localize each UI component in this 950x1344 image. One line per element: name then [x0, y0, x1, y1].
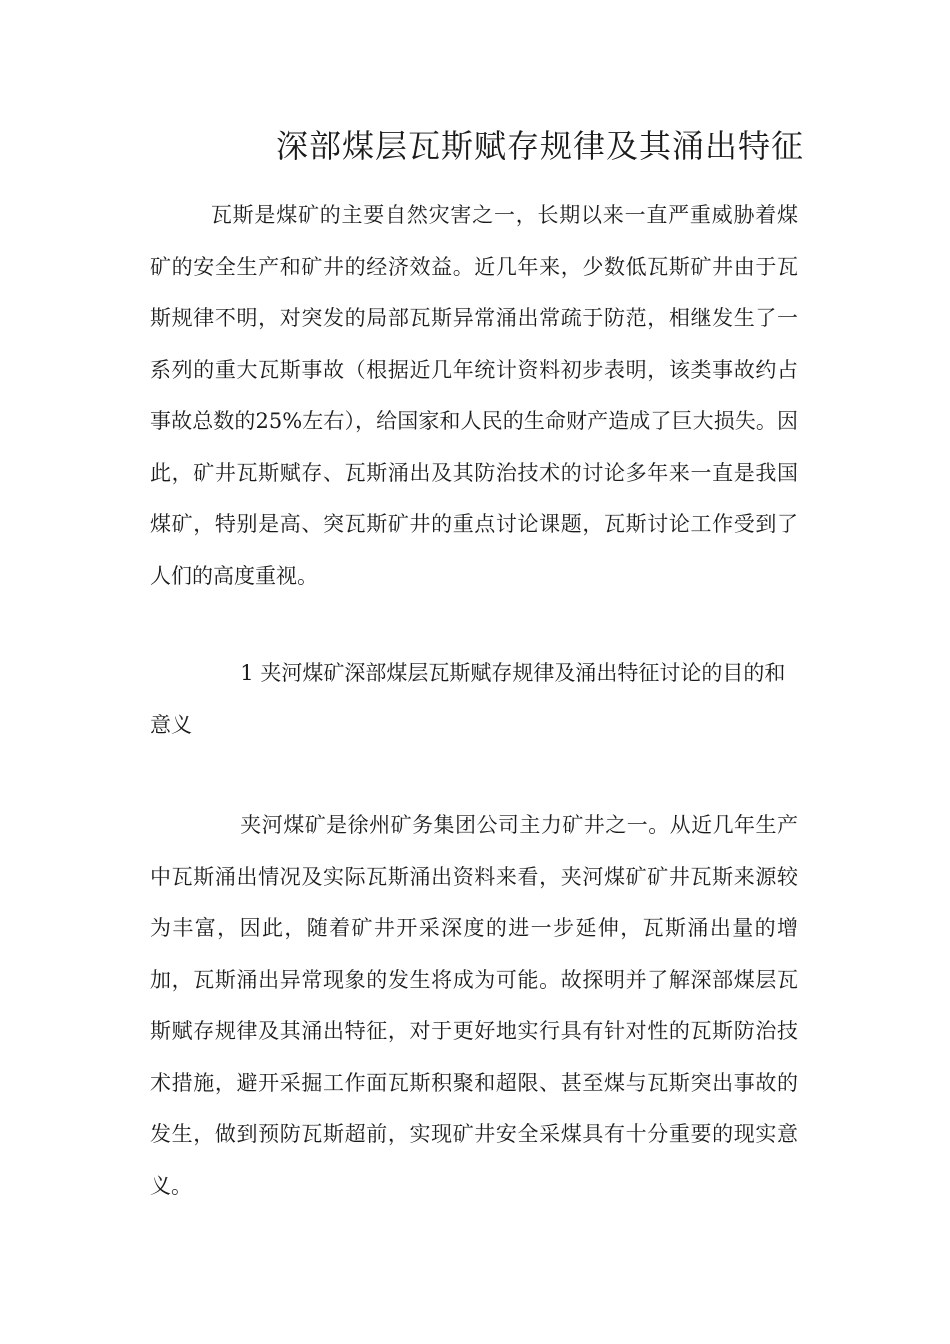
section-1-paragraph: 夹河煤矿是徐州矿务集团公司主力矿井之一。从近几年生产中瓦斯涌出情况及实际瓦斯涌出资料来看，夹河煤矿矿井瓦斯来源较为丰富，因此，随着矿井开采深度的进一步延伸，瓦斯涌出量的增加，瓦斯涌出异常现象的发生将成为可能。故探明并了解深部煤层瓦斯赋存规律及其涌出特征，对于更好地实行具有针对性的瓦斯防治技术措施，避开采掘工作面瓦斯积聚和超限、甚至煤与瓦斯突出事故的发生，做到预防瓦斯超前，实现矿井安全采煤具有十分重要的现实意义。	[150, 813, 798, 1198]
section-1-heading: 1 夹河煤矿深部煤层瓦斯赋存规律及涌出特征讨论的目的和意义	[150, 661, 786, 737]
intro-paragraph: 瓦斯是煤矿的主要自然灾害之一，长期以来一直严重威胁着煤矿的安全生产和矿井的经济效益。近几年来，少数低瓦斯矿井由于瓦斯规律不明，对突发的局部瓦斯异常涌出常疏于防范，相继发生了一系列的重大瓦斯事故（根据近几年统计资料初步表明，该类事故约占事故总数的25%左右），给国家和人民的生命财产造成了巨大损失。因此，矿井瓦斯赋存、瓦斯涌出及其防治技术的讨论多年来一直是我国煤矿，特别是高、突瓦斯矿井的重点讨论课题，瓦斯讨论工作受到了人们的高度重视。	[150, 203, 798, 588]
document-title: 深部煤层瓦斯赋存规律及其涌出特征	[275, 127, 804, 165]
